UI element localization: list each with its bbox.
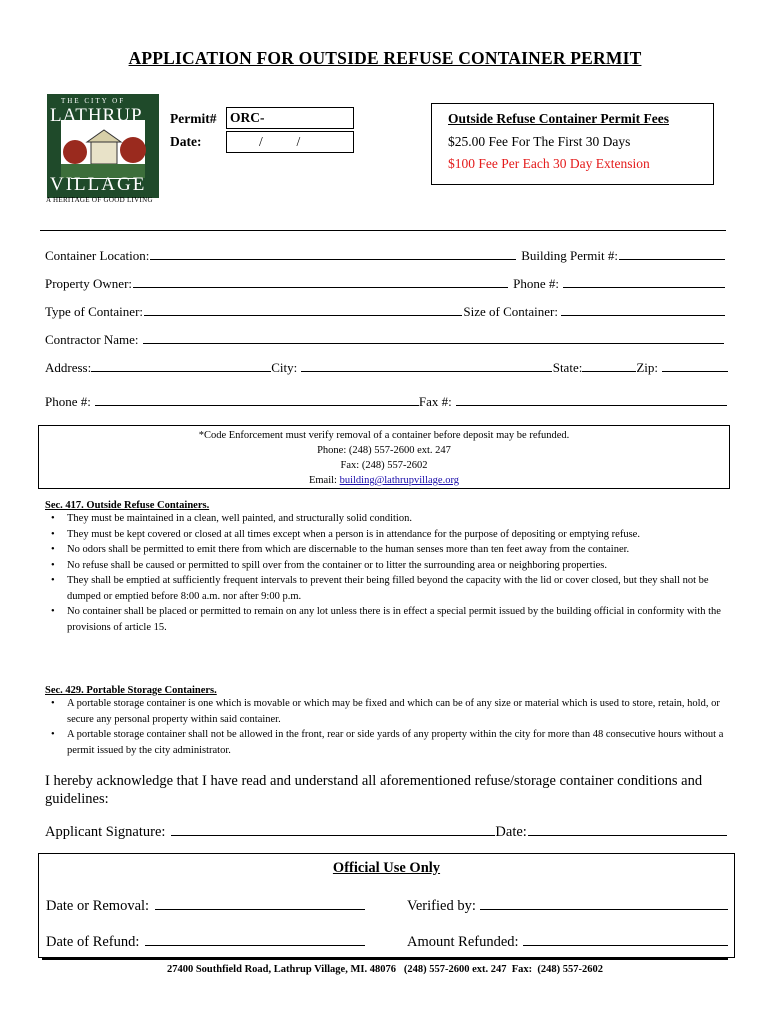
building-permit-label: Building Permit #: <box>521 248 618 263</box>
row-container-type <box>45 303 725 320</box>
row-amount-refunded <box>407 931 729 951</box>
permit-number-field[interactable] <box>226 107 354 129</box>
row-date-removal <box>46 895 366 915</box>
zip-label: Zip: <box>636 360 658 375</box>
applicant-signature-field[interactable] <box>171 821 495 836</box>
sec-429-list <box>45 696 725 758</box>
notice-fax: Fax: (248) 557-2602 <box>340 460 428 471</box>
list-item: • They must be kept covered or closed at all times except when a person is in attendance for the purpose of depositing or emptying refuse. <box>67 527 725 543</box>
permit-label: Permit# <box>170 111 217 126</box>
date-removal-label: Date or Removal: <box>46 898 150 914</box>
address-field[interactable] <box>91 359 271 372</box>
logo-bottom-text: VILLAGE <box>50 174 147 195</box>
amount-refunded-label: Amount Refunded: <box>407 934 519 950</box>
container-location-label: Container Location: <box>45 248 150 263</box>
date-value: / / <box>259 134 301 149</box>
row-property-owner <box>45 275 725 292</box>
list-item: • A portable storage container shall not be allowed in the front, rear or side yards of any property within the city for more than 48 consecutive hours without a permit issued by the city administrator. <box>67 727 725 758</box>
city-logo <box>47 94 159 204</box>
size-of-container-label: Size of Container: <box>463 304 558 319</box>
list-item: • No odors shall be permitted to emit there from which are discernable to the human senses more than ten feet away from the container. <box>67 542 725 558</box>
property-owner-field[interactable] <box>133 275 508 288</box>
phone-label-2: Phone #: <box>45 394 91 409</box>
fees-heading: Outside Refuse Container Permit Fees <box>448 111 669 126</box>
type-of-container-field[interactable] <box>144 303 462 316</box>
acknowledgement-text: I hereby acknowledge that I have read and understand all aforementioned refuse/storage container conditions and guidelines: <box>45 773 703 807</box>
date-field[interactable] <box>226 131 354 153</box>
verified-by-label: Verified by: <box>407 898 476 914</box>
address-label: Address: <box>45 360 92 375</box>
notice-email-row <box>39 473 729 488</box>
row-phone-fax <box>45 393 728 410</box>
list-item: • A portable storage container is one which is movable or which may be fixed and which can be of any size or material which is used to store, retain, hold, or secure any personal property within said container. <box>67 696 725 727</box>
row-contractor <box>45 331 725 348</box>
sec-417-heading: Sec. 417. Outside Refuse Containers. <box>45 500 210 511</box>
city-label: City: <box>271 360 298 375</box>
list-item: • No refuse shall be caused or permitted to spill over from the container or to litter the surrounding area or neighboring properties. <box>67 558 725 574</box>
state-label: State: <box>552 360 583 375</box>
row-verified-by <box>407 895 729 915</box>
logo-top-text: THE CITY OF <box>61 97 126 105</box>
property-owner-label: Property Owner: <box>45 276 133 291</box>
phone-field-1[interactable] <box>563 275 725 288</box>
official-use-box <box>38 853 735 958</box>
sec-429-heading: Sec. 429. Portable Storage Containers. <box>45 685 217 696</box>
row-address <box>45 359 728 376</box>
fees-box <box>431 103 714 185</box>
section-429 <box>45 685 725 758</box>
fee-line-2: $100 Fee Per Each 30 Day Extension <box>448 156 650 171</box>
notice-email-label: Email: <box>308 475 337 486</box>
logo-mid-text: LATHRUP <box>50 105 143 126</box>
fax-field[interactable] <box>456 393 727 406</box>
divider <box>40 230 726 231</box>
official-use-heading: Official Use Only <box>332 860 441 876</box>
date-label: Date: <box>170 134 202 149</box>
list-item: • They must be maintained in a clean, well painted, and structurally solid condition. <box>67 511 725 527</box>
notice-phone: Phone: (248) 557-2600 ext. 247 <box>317 445 451 456</box>
signature-date-field[interactable] <box>528 821 727 836</box>
footer-rule <box>42 958 728 960</box>
verified-by-field[interactable] <box>480 895 728 910</box>
phone-field-2[interactable] <box>95 393 419 406</box>
row-date-refund <box>46 931 366 951</box>
row-signature <box>45 821 728 841</box>
state-field[interactable] <box>582 359 636 372</box>
building-permit-field[interactable] <box>619 247 725 260</box>
signature-date-label: Date: <box>495 824 527 840</box>
contractor-name-field[interactable] <box>143 331 725 344</box>
zip-field[interactable] <box>662 359 728 372</box>
email-link[interactable]: building@lathrupvillage.org <box>339 475 460 486</box>
phone-label-1: Phone #: <box>513 276 559 291</box>
sec-417-list <box>45 511 725 635</box>
list-item: • They shall be emptied at sufficiently frequent intervals to prevent their being filled beyond the capacity with the lid or cover closed, but they shall not be dumped or emptied before 8:00 a.m. nor after 9:00 p.m. <box>67 573 725 604</box>
row-container-location <box>45 247 725 264</box>
container-location-field[interactable] <box>150 247 516 260</box>
applicant-signature-label: Applicant Signature: <box>45 824 166 840</box>
date-removal-field[interactable] <box>155 895 365 910</box>
contractor-name-label: Contractor Name: <box>45 332 139 347</box>
amount-refunded-field[interactable] <box>523 931 728 946</box>
city-field[interactable] <box>301 359 551 372</box>
size-of-container-field[interactable] <box>561 303 725 316</box>
notice-line-1: *Code Enforcement must verify removal of a container before deposit may be refunded. <box>198 430 570 441</box>
date-refund-label: Date of Refund: <box>46 934 140 950</box>
fax-label: Fax #: <box>418 394 452 409</box>
fee-line-1: $25.00 Fee For The First 30 Days <box>448 134 631 149</box>
list-item: • No container shall be placed or permitted to remain on any lot unless there is in effect a special permit issued by the building official in conformity with the provisions of article 15. <box>67 604 725 635</box>
date-refund-field[interactable] <box>145 931 365 946</box>
notice-box <box>38 425 730 489</box>
page-title: APPLICATION FOR OUTSIDE REFUSE CONTAINER PERMIT <box>128 48 642 68</box>
permit-value: ORC- <box>230 110 265 125</box>
section-417 <box>45 500 725 635</box>
type-of-container-label: Type of Container: <box>45 304 144 319</box>
logo-tagline: A HERITAGE OF GOOD LIVING <box>46 196 153 204</box>
footer-address: 27400 Southfield Road, Lathrup Village, MI. 48076 (248) 557-2600 ext. 247 Fax: (248) 557-2602 <box>166 964 604 975</box>
